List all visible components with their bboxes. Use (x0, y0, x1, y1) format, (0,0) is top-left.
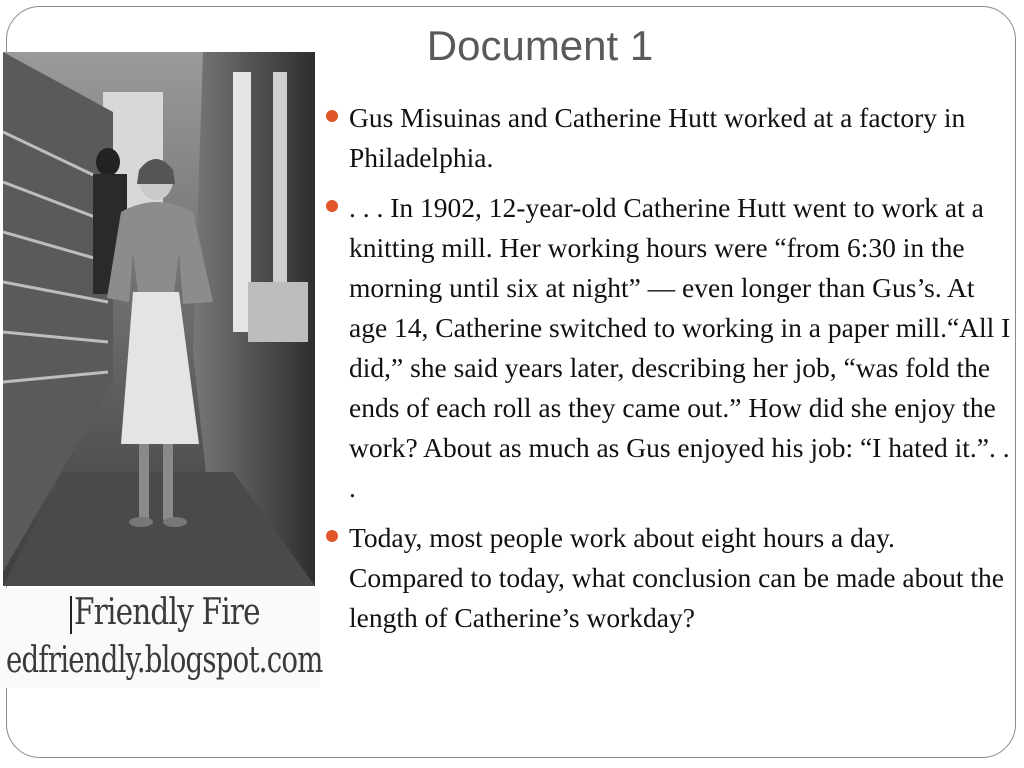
bullet-dot-icon (326, 530, 338, 542)
historical-photo (3, 52, 315, 586)
slide-title: Document 1 (426, 22, 654, 69)
caption-title: Friendly Fire (74, 592, 260, 633)
bullet-text-3: Today, most people work about eight hours a day. Compared to today, what conclusion can be made about the length of Catherine’s workday? (349, 522, 1004, 633)
bullet-text-2: . . . In 1902, 12-year-old Catherine Hutt went to work at a knitting mill. Her working hours were “from 6:30 in the morning until six at night” — even longer than Gus’s. At age 14, Catherine switched to working in a paper mill.“All I did,” she said years later, describing her job, “was fold the ends of each roll as they came out.” How did she enjoy the work? About as much as Gus enjoyed his job: “I hated it.”. . . (349, 192, 1011, 503)
bullet-item-3 (326, 518, 1016, 638)
bullet-dot-icon (326, 200, 338, 212)
bullet-dot-icon (326, 110, 338, 122)
photo-caption (0, 588, 323, 688)
mill-girl-photo-illustration (3, 52, 315, 586)
bullet-item-2 (326, 188, 1016, 508)
caption-url: edfriendly.blogspot.com (6, 640, 323, 681)
text-cursor (70, 596, 72, 634)
bullet-item-1 (326, 98, 1016, 178)
bullet-list (326, 98, 1016, 648)
bullet-text-1: Gus Misuinas and Catherine Hutt worked at a factory in Philadelphia. (349, 102, 966, 173)
